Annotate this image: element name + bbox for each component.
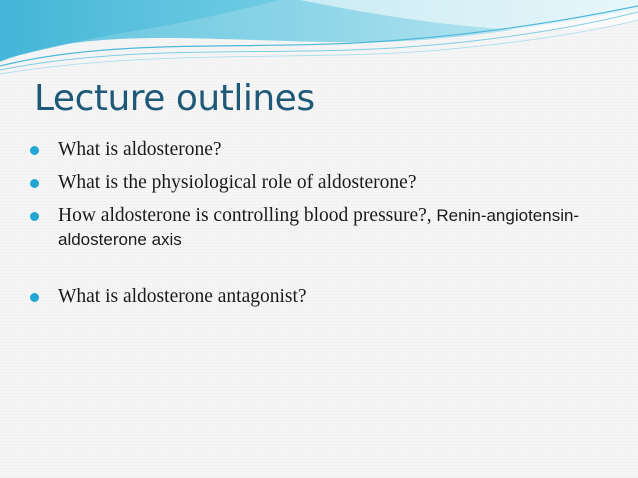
bullet-dot-icon: [30, 212, 39, 221]
header-wave-decoration: [0, 0, 638, 80]
slide-title: Lecture outlines: [34, 78, 315, 119]
bullet-dot-icon: [30, 179, 39, 188]
bullet-text: What is aldosterone antagonist?: [58, 286, 307, 307]
bullet-item: [24, 138, 604, 162]
bullet-item: [24, 285, 604, 309]
bullet-dot-icon: [30, 293, 39, 302]
bullet-text: What is the physiological role of aldosterone?: [58, 172, 417, 193]
bullet-extra-text: Renin-angiotensin-aldosterone axis: [58, 206, 580, 249]
bullet-text: What is aldosterone?: [58, 139, 222, 160]
bullet-list: [24, 138, 604, 309]
bullet-dot-icon: [30, 146, 39, 155]
bullet-text: How aldosterone is controlling blood pressure?,: [58, 205, 432, 226]
bullet-item: [24, 204, 604, 252]
bullet-item: [24, 171, 604, 195]
